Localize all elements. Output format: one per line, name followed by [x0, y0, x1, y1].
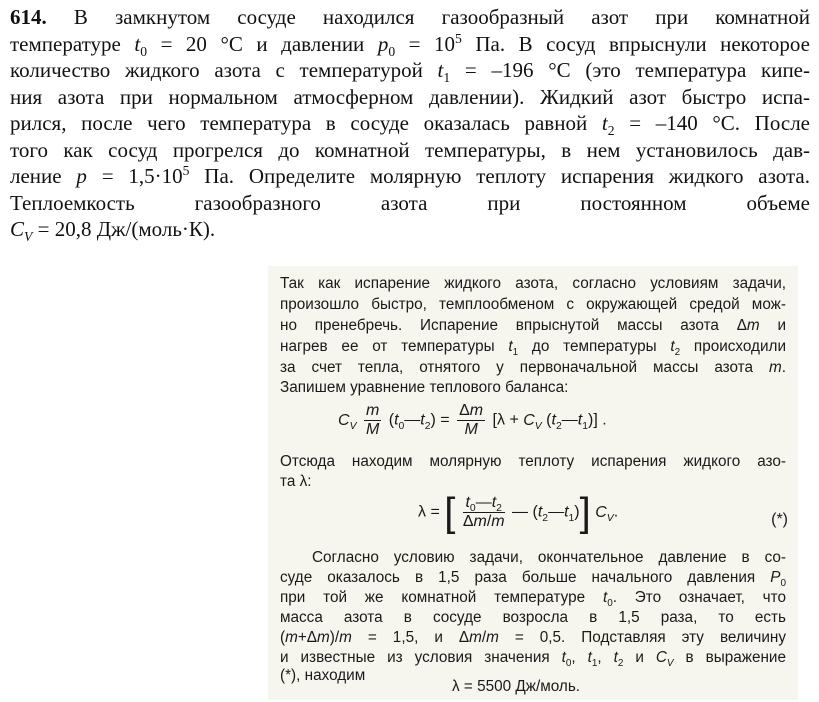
solution-line-14: и известные из условия значения $t_0$, $t_1$, $t_2$ и $C_V$ в выражение: [280, 649, 786, 669]
problem-line-2: температуре $t_0 = 20$ °C и давлении $p_0 = 10^5$ Па. В сосуд впрыснули некоторое: [10, 30, 810, 57]
solution-line-13: (m+Δm)/m = 1,5, и Δm/m = 0,5. Подставляя эту величину: [280, 629, 786, 646]
problem-line-5: рился, после чего температура в сосуде оказалась равной $t_2 = -140$ °C. После: [10, 111, 810, 137]
solution-line-4: нагрев ее от температуры $t_1$ до температуры $t_2$ происходили: [280, 338, 786, 358]
problem-line-3: количество жидкого азота с температурой $t_1 = -196$ °C (это температура кипе-: [10, 58, 810, 84]
solution-line-3: но пренебречь. Испарение впрыснутой массы азота Δm и: [280, 317, 786, 334]
solution-line-15: (*), находим: [280, 667, 366, 684]
solution-line-1: Так как испарение жидкого азота, согласно условиям задачи,: [280, 275, 786, 292]
problem-line-8: Теплоемкость газообразного азота при постоянном объеме: [10, 190, 810, 215]
problem-line-1: 614. В замкнутом сосуде находился газообразный азот при комнатной: [10, 5, 810, 29]
solution-line-12: масса азота в сосуде возросла в 1,5 раза, то есть: [280, 609, 786, 626]
lambda-formula: λ = [ $\frac{t_0—t_2}{\Delta m/m}$ — $(t_2—t_1)$] $C_V$. (*): [418, 490, 788, 535]
solution-line-7: Отсюда находим молярную теплоту испарения жидкого азо-: [280, 453, 786, 470]
heat-balance-equation: $C_V$ $\frac{m}{M}$ $(t_0—t_2)$ = $\frac{\Delta m}{M}$ [$\lambda + C_V$ $(t_2—t_1)$] .: [338, 402, 607, 438]
solution-line-5: за счет тепла, отнятого у первоначальной массы азота m.: [280, 359, 786, 376]
solution-line-8: та λ:: [280, 473, 312, 490]
problem-line-7: ление $p = 1,5\cdot 10^5$ Па. Определите молярную теплоту испарения жидкого азота.: [10, 163, 810, 188]
problem-number: 614.: [10, 5, 47, 29]
solution-line-10: суде оказалось в 1,5 раза больше начального давления $P_0$: [280, 569, 786, 589]
solution-line-11: при той же комнатной температуре $t_0$. Это означает, что: [280, 589, 786, 609]
solution-line-6: Запишем уравнение теплового баланса:: [280, 379, 569, 396]
solution-line-9: Согласно условию задачи, окончательное давление в со-: [312, 549, 786, 566]
problem-statement: [10, 4, 810, 243]
final-answer: λ = 5500 Дж/моль.: [452, 678, 581, 695]
problem-line-4: ния азота при нормальном атмосферном давлении). Жидкий азот быстро испа-: [10, 84, 810, 109]
problem-line-6: того как сосуд прогрелся до комнатной температуры, в нем установилось дав-: [10, 137, 810, 162]
equation-tag: (*): [771, 511, 788, 528]
problem-line-9: $C_V = 20,8$ Дж/(моль·К).: [10, 217, 216, 245]
solution-line-2: произошло быстро, темплообменом с окружающей средой мож-: [280, 296, 786, 313]
solution-scan: [268, 266, 798, 700]
